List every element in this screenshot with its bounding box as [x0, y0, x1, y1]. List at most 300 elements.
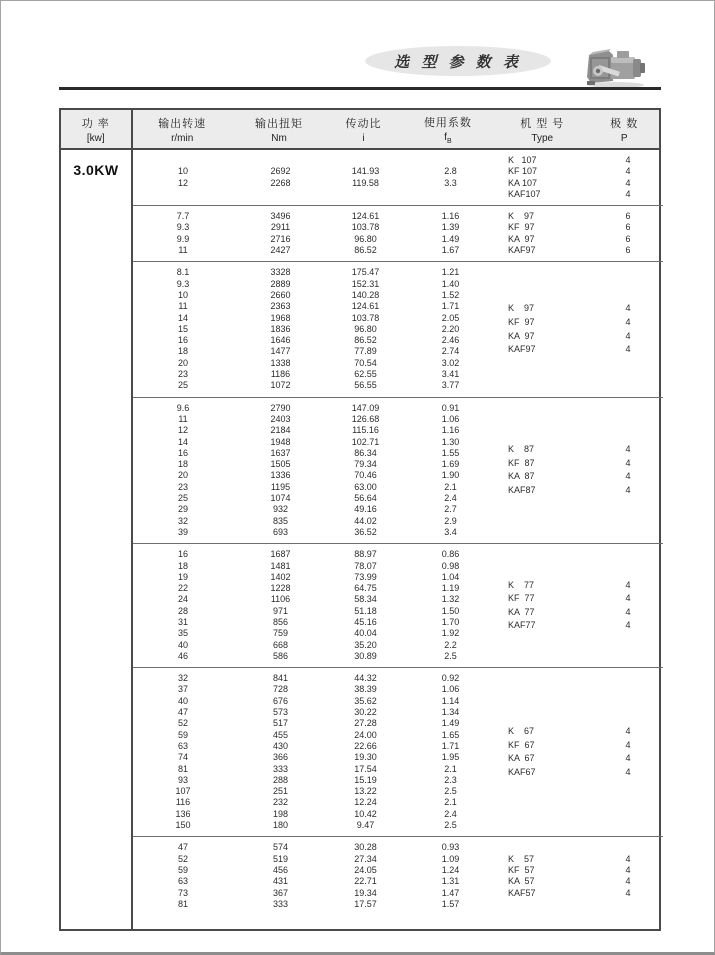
cell-value: KA 97 — [508, 330, 535, 341]
cell-value: 59 — [177, 864, 188, 875]
cell-value: 1.06 — [441, 413, 460, 424]
output-speed-column — [133, 267, 233, 391]
cell-value: 1.19 — [441, 583, 460, 594]
cell-value: 232 — [272, 797, 289, 808]
cell-value: 932 — [272, 504, 289, 515]
cell-value: 115.16 — [352, 425, 379, 436]
cell-value: 198 — [272, 808, 289, 819]
cell-value: 1.06 — [441, 684, 460, 695]
cell-value: KA 97 — [508, 233, 535, 244]
cell-value: 1.71 — [441, 740, 460, 751]
cell-value: 2692 — [270, 166, 291, 177]
cell-value: 36.52 — [354, 526, 377, 537]
cell-value: 1.65 — [441, 729, 460, 740]
cell-value: 1.04 — [441, 571, 460, 582]
cell-value: 4 — [625, 753, 631, 764]
output-torque-column — [233, 211, 328, 256]
cell-value: 17.54 — [354, 763, 377, 774]
cell-value: 88.97 — [354, 549, 377, 560]
output-speed-column — [133, 842, 233, 910]
cell-value: 152.31 — [351, 278, 380, 289]
cell-value: 2660 — [270, 289, 291, 300]
cell-value: 107 — [175, 786, 191, 797]
output-speed-column — [133, 166, 233, 189]
cell-value: 30.28 — [354, 842, 377, 853]
cell-value: 1.40 — [441, 278, 460, 289]
poles-column — [593, 579, 663, 633]
cell-value: 2889 — [270, 278, 291, 289]
cell-value: 4 — [625, 188, 631, 199]
cell-value: 1074 — [270, 493, 291, 504]
cell-value: 4 — [625, 593, 631, 604]
cell-value: 1.70 — [441, 616, 460, 627]
cell-value: 2.7 — [444, 504, 457, 515]
cell-value: 180 — [272, 820, 289, 831]
header-label: 机 型 号 — [520, 117, 565, 130]
header-label: 输出转速 — [158, 117, 207, 130]
service-factor-column — [403, 403, 498, 539]
cell-value: 971 — [272, 605, 289, 616]
cell-value: 4 — [625, 177, 631, 188]
cell-value: 519 — [272, 853, 289, 864]
cell-value: 22.66 — [354, 740, 377, 751]
cell-value: 32 — [177, 515, 188, 526]
cell-value: 2911 — [270, 222, 291, 233]
power-column — [61, 150, 133, 929]
cell-value: 2.46 — [441, 335, 460, 346]
cell-value: 2363 — [270, 301, 291, 312]
cell-value: 728 — [272, 684, 289, 695]
cell-value: 333 — [272, 763, 289, 774]
cell-value: 14 — [177, 436, 188, 447]
cell-value: KAF97 — [508, 344, 536, 355]
service-factor-column — [403, 549, 498, 662]
cell-value: 96.80 — [354, 323, 377, 334]
cell-value: 4 — [625, 471, 631, 482]
cell-value: 15.19 — [354, 774, 377, 785]
cell-value: 288 — [272, 774, 289, 785]
cell-value: 35.62 — [354, 695, 377, 706]
cell-value: 9.47 — [356, 820, 375, 831]
service-factor-column — [403, 673, 498, 831]
cell-value: 77.89 — [354, 346, 377, 357]
cell-value: 1968 — [270, 312, 291, 323]
cell-value: 8.1 — [176, 267, 190, 278]
cell-value: 1186 — [270, 369, 291, 380]
ratio-column — [328, 211, 403, 256]
cell-value: 759 — [272, 628, 289, 639]
gear-motor-photo-icon — [583, 43, 649, 91]
table-header-row — [61, 110, 659, 150]
cell-value: 11 — [178, 413, 188, 424]
cell-value: 11 — [178, 301, 188, 312]
cell-value: 3496 — [270, 211, 291, 222]
cell-value: 12 — [177, 177, 188, 188]
cell-value: 4 — [625, 620, 631, 631]
cell-value: 1.16 — [441, 425, 460, 436]
cell-value: 22.71 — [354, 876, 377, 887]
cell-value: 103.78 — [351, 222, 380, 233]
cell-value: KAF67 — [508, 766, 536, 777]
cell-value: KA 67 — [508, 753, 535, 764]
cell-value: 1106 — [270, 594, 291, 605]
cell-value: 40 — [177, 695, 188, 706]
ratio-column — [328, 673, 403, 831]
output-speed-column — [133, 549, 233, 662]
cell-value: 1.32 — [441, 594, 460, 605]
model-type-column — [498, 302, 593, 356]
cell-value: 63 — [177, 876, 188, 887]
cell-value: 2.20 — [441, 323, 460, 334]
cell-value: 4 — [625, 344, 631, 355]
cell-value: 430 — [272, 740, 289, 751]
cell-value: 1948 — [270, 436, 291, 447]
cell-value: 30.22 — [354, 707, 377, 718]
table-row-group — [133, 397, 663, 544]
cell-value: 96.80 — [354, 233, 377, 244]
cell-value: K 87 — [508, 444, 535, 455]
ratio-column — [328, 549, 403, 662]
cell-value: 693 — [272, 526, 289, 537]
cell-value: 47 — [177, 842, 188, 853]
cell-value: 2790 — [270, 402, 291, 413]
cell-value: 1477 — [270, 346, 291, 357]
cell-value: 0.98 — [441, 560, 460, 571]
model-type-column — [498, 579, 593, 633]
cell-value: 4 — [625, 864, 631, 875]
cell-value: 4 — [625, 876, 631, 887]
cell-value: 1505 — [270, 459, 291, 470]
cell-value: KAF87 — [508, 485, 536, 496]
cell-value: 6 — [625, 245, 631, 256]
cell-value: 10.42 — [354, 808, 377, 819]
cell-value: 1338 — [270, 357, 291, 368]
cell-value: 93 — [177, 774, 188, 785]
cell-value: 18 — [177, 560, 188, 571]
cell-value: 2.5 — [444, 786, 457, 797]
cell-value: 27.28 — [354, 718, 377, 729]
output-torque-column — [233, 673, 328, 831]
cell-value: K 97 — [508, 211, 535, 222]
column-header-power — [61, 110, 133, 148]
cell-value: 4 — [625, 579, 631, 590]
cell-value: 2.5 — [444, 820, 457, 831]
table-blocks — [133, 150, 663, 929]
header-unit: r/min — [171, 132, 194, 144]
cell-value: 1.24 — [441, 864, 460, 875]
cell-value: 1481 — [270, 560, 291, 571]
cell-value: 1.50 — [441, 605, 460, 616]
cell-value: 7.7 — [176, 211, 190, 222]
cell-value: 2184 — [270, 425, 291, 436]
cell-value: 841 — [272, 673, 289, 684]
cell-value: K 107 — [508, 155, 537, 165]
cell-value: 1.55 — [441, 447, 460, 458]
ratio-column — [328, 166, 403, 189]
cell-value: K 57 — [508, 853, 535, 864]
cell-value: 86.52 — [354, 245, 377, 256]
cell-value: 9.3 — [176, 222, 190, 233]
cell-value: 56.64 — [354, 493, 377, 504]
cell-value: 2268 — [270, 177, 291, 188]
cell-value: 175.47 — [351, 267, 380, 278]
cell-value: 73 — [177, 887, 188, 898]
cell-value: 1228 — [270, 583, 291, 594]
cell-value: 1195 — [270, 481, 291, 492]
cell-value: 1.31 — [441, 876, 460, 887]
cell-value: 39 — [177, 526, 188, 537]
cell-value: 44.02 — [354, 515, 377, 526]
cell-value: 4 — [625, 739, 631, 750]
cell-value: 51.18 — [354, 605, 377, 616]
cell-value: 1.52 — [441, 289, 460, 300]
cell-value: 29 — [177, 504, 188, 515]
header-unit: P — [620, 132, 628, 144]
cell-value: 1.57 — [441, 898, 460, 909]
cell-value: 20 — [177, 357, 188, 368]
cell-value: 1646 — [270, 335, 291, 346]
cell-value: 1.34 — [441, 707, 460, 718]
cell-value: 35.20 — [354, 639, 377, 650]
cell-value: 141.93 — [351, 166, 380, 177]
poles-column — [593, 725, 663, 779]
cell-value: 73.99 — [354, 571, 377, 582]
cell-value: 56.55 — [354, 380, 377, 391]
cell-value: 1.16 — [441, 211, 460, 222]
cell-value: 676 — [272, 695, 289, 706]
cell-value: 79.34 — [354, 459, 377, 470]
cell-value: 1.69 — [441, 459, 460, 470]
cell-value: 431 — [272, 876, 289, 887]
cell-value: 102.71 — [351, 436, 380, 447]
cell-value: 2.1 — [444, 481, 457, 492]
service-factor-column — [403, 267, 498, 391]
cell-value: 2.8 — [444, 166, 457, 177]
cell-value: 52 — [177, 718, 188, 729]
cell-value: 1.90 — [441, 470, 460, 481]
selection-parameter-table — [59, 108, 661, 931]
cell-value: 1.71 — [441, 301, 460, 312]
cell-value: 147.09 — [351, 402, 380, 413]
cell-value: KAF97 — [508, 245, 536, 256]
cell-value: 27.34 — [354, 853, 377, 864]
cell-value: 3.02 — [441, 357, 460, 368]
cell-value: 31 — [177, 616, 188, 627]
cell-value: 1336 — [270, 470, 291, 481]
cell-value: 24.00 — [354, 729, 377, 740]
cell-value: 0.86 — [441, 549, 460, 560]
cell-value: 4 — [625, 166, 631, 177]
cell-value: KA 77 — [508, 606, 535, 617]
cell-value: K 77 — [508, 579, 535, 590]
cell-value: 2.1 — [444, 797, 457, 808]
column-header-service-factor — [401, 110, 495, 148]
cell-value: KA 57 — [508, 876, 535, 887]
ratio-column — [328, 842, 403, 910]
cell-value: 4 — [625, 155, 631, 165]
table-body — [61, 150, 659, 929]
table-row-group — [133, 150, 663, 205]
service-factor-column — [403, 166, 498, 189]
cell-value: 81 — [177, 898, 188, 909]
cell-value: 1.92 — [441, 628, 460, 639]
cell-value: 14 — [177, 312, 188, 323]
output-torque-column — [233, 267, 328, 391]
cell-value: 2.5 — [444, 650, 457, 661]
cell-value: KF 77 — [508, 593, 535, 604]
cell-value: 49.16 — [354, 504, 377, 515]
cell-value: 40.04 — [354, 628, 377, 639]
output-torque-column — [233, 549, 328, 662]
output-torque-column — [233, 842, 328, 910]
cell-value: 119.58 — [352, 177, 379, 188]
poles-column — [593, 302, 663, 356]
cell-value: 2.2 — [444, 639, 457, 650]
cell-value: 16 — [177, 549, 188, 560]
cell-value: 2.74 — [441, 346, 460, 357]
cell-value: 24.05 — [354, 864, 377, 875]
cell-value: 856 — [272, 616, 289, 627]
cell-value: 3.4 — [444, 526, 457, 537]
cell-value: 13.22 — [354, 786, 377, 797]
header-label: 传动比 — [345, 117, 382, 130]
cell-value: 517 — [272, 718, 289, 729]
cell-value: 1.21 — [441, 267, 460, 278]
cell-value: 3328 — [270, 267, 291, 278]
header-unit: $f_B$ — [444, 131, 452, 145]
cell-value: 18 — [177, 346, 188, 357]
cell-value: 3.77 — [441, 380, 460, 391]
cell-value: 136 — [175, 808, 191, 819]
cell-value: 2716 — [270, 233, 291, 244]
cell-value: 116 — [175, 797, 191, 808]
cell-value: 2403 — [270, 413, 291, 424]
cell-value: 10 — [177, 166, 188, 177]
cell-value: K 67 — [508, 726, 535, 737]
cell-value: 46 — [177, 650, 188, 661]
cell-value: 78.07 — [354, 560, 377, 571]
cell-value: 2.4 — [444, 493, 457, 504]
header-label: 使用系数 — [423, 116, 472, 129]
cell-value: 4 — [625, 766, 631, 777]
cell-value: KA 87 — [508, 471, 535, 482]
cell-value: 1.95 — [441, 752, 460, 763]
header-unit: Nm — [271, 132, 287, 144]
cell-value: KF 87 — [508, 457, 535, 468]
header-label: 极 数 — [610, 117, 639, 130]
cell-value: 6 — [625, 233, 631, 244]
cell-value: 1.14 — [441, 695, 460, 706]
cell-value: 19 — [177, 571, 188, 582]
cell-value: 367 — [272, 887, 289, 898]
cell-value: 15 — [177, 323, 188, 334]
output-speed-column — [133, 211, 233, 256]
cell-value: 251 — [272, 786, 289, 797]
cell-value: 86.34 — [354, 447, 377, 458]
cell-value: 47 — [177, 707, 188, 718]
cell-value: 586 — [272, 650, 289, 661]
cell-value: K 97 — [508, 303, 535, 314]
cell-value: 70.54 — [354, 357, 377, 368]
cell-value: 0.91 — [441, 402, 460, 413]
cell-value: 0.93 — [441, 842, 460, 853]
cell-value: 4 — [625, 853, 631, 864]
service-factor-column — [403, 211, 498, 256]
cell-value: 140.28 — [351, 289, 380, 300]
cell-value: 456 — [272, 864, 289, 875]
model-type-column — [498, 443, 593, 497]
ratio-column — [328, 403, 403, 539]
cell-value: 70.46 — [354, 470, 377, 481]
cell-value: 16 — [177, 335, 188, 346]
model-type-column — [498, 211, 593, 256]
cell-value: 1.09 — [441, 853, 460, 864]
cell-value: 4 — [625, 444, 631, 455]
cell-value: 366 — [272, 752, 289, 763]
cell-value: 24 — [177, 594, 188, 605]
cell-value: 6 — [625, 211, 631, 222]
column-header-output-torque — [232, 110, 326, 148]
cell-value: 59 — [177, 729, 188, 740]
cell-value: 16 — [177, 447, 188, 458]
cell-value: 62.55 — [354, 369, 377, 380]
cell-value: 9.6 — [176, 402, 190, 413]
column-header-poles — [589, 110, 659, 148]
cell-value: 4 — [625, 485, 631, 496]
cell-value: 23 — [177, 481, 188, 492]
cell-value: 18 — [177, 459, 188, 470]
cell-value: 52 — [177, 853, 188, 864]
header-divider-rule — [59, 87, 661, 90]
cell-value: 1687 — [270, 549, 291, 560]
cell-value: KAF57 — [508, 887, 536, 898]
cell-value: 455 — [272, 729, 289, 740]
cell-value: 2.4 — [444, 808, 457, 819]
cell-value: 574 — [272, 842, 289, 853]
column-header-ratio — [326, 110, 401, 148]
cell-value: 2.1 — [444, 763, 457, 774]
cell-value: 333 — [272, 898, 289, 909]
cell-value: 1637 — [270, 447, 291, 458]
cell-value: 22 — [177, 583, 188, 594]
cell-value: 2.9 — [444, 515, 457, 526]
cell-value: 3.3 — [444, 177, 457, 188]
table-row-group — [133, 667, 663, 836]
cell-value: 2.05 — [441, 312, 460, 323]
column-header-model-type — [495, 110, 589, 148]
cell-value: 32 — [177, 673, 188, 684]
cell-value: 9.3 — [176, 278, 190, 289]
cell-value: 4 — [625, 726, 631, 737]
cell-value: 124.61 — [351, 211, 380, 222]
table-row-group — [133, 836, 663, 915]
table-row-group — [133, 261, 663, 396]
cell-value: 1402 — [270, 571, 291, 582]
cell-value: 81 — [177, 763, 188, 774]
cell-value: 44.32 — [354, 673, 377, 684]
cell-value: 4 — [625, 887, 631, 898]
header-label: 输出扭矩 — [255, 117, 304, 130]
poles-column — [593, 443, 663, 497]
cell-value: KAF107 — [508, 188, 541, 199]
cell-value: 1.49 — [441, 233, 460, 244]
header-unit: [kw] — [86, 132, 105, 144]
cell-value: KF 107 — [508, 166, 538, 177]
cell-value: 74 — [177, 752, 188, 763]
cell-value: 4 — [625, 457, 631, 468]
cell-value: 126.68 — [351, 413, 380, 424]
cell-value: 11 — [178, 245, 188, 256]
